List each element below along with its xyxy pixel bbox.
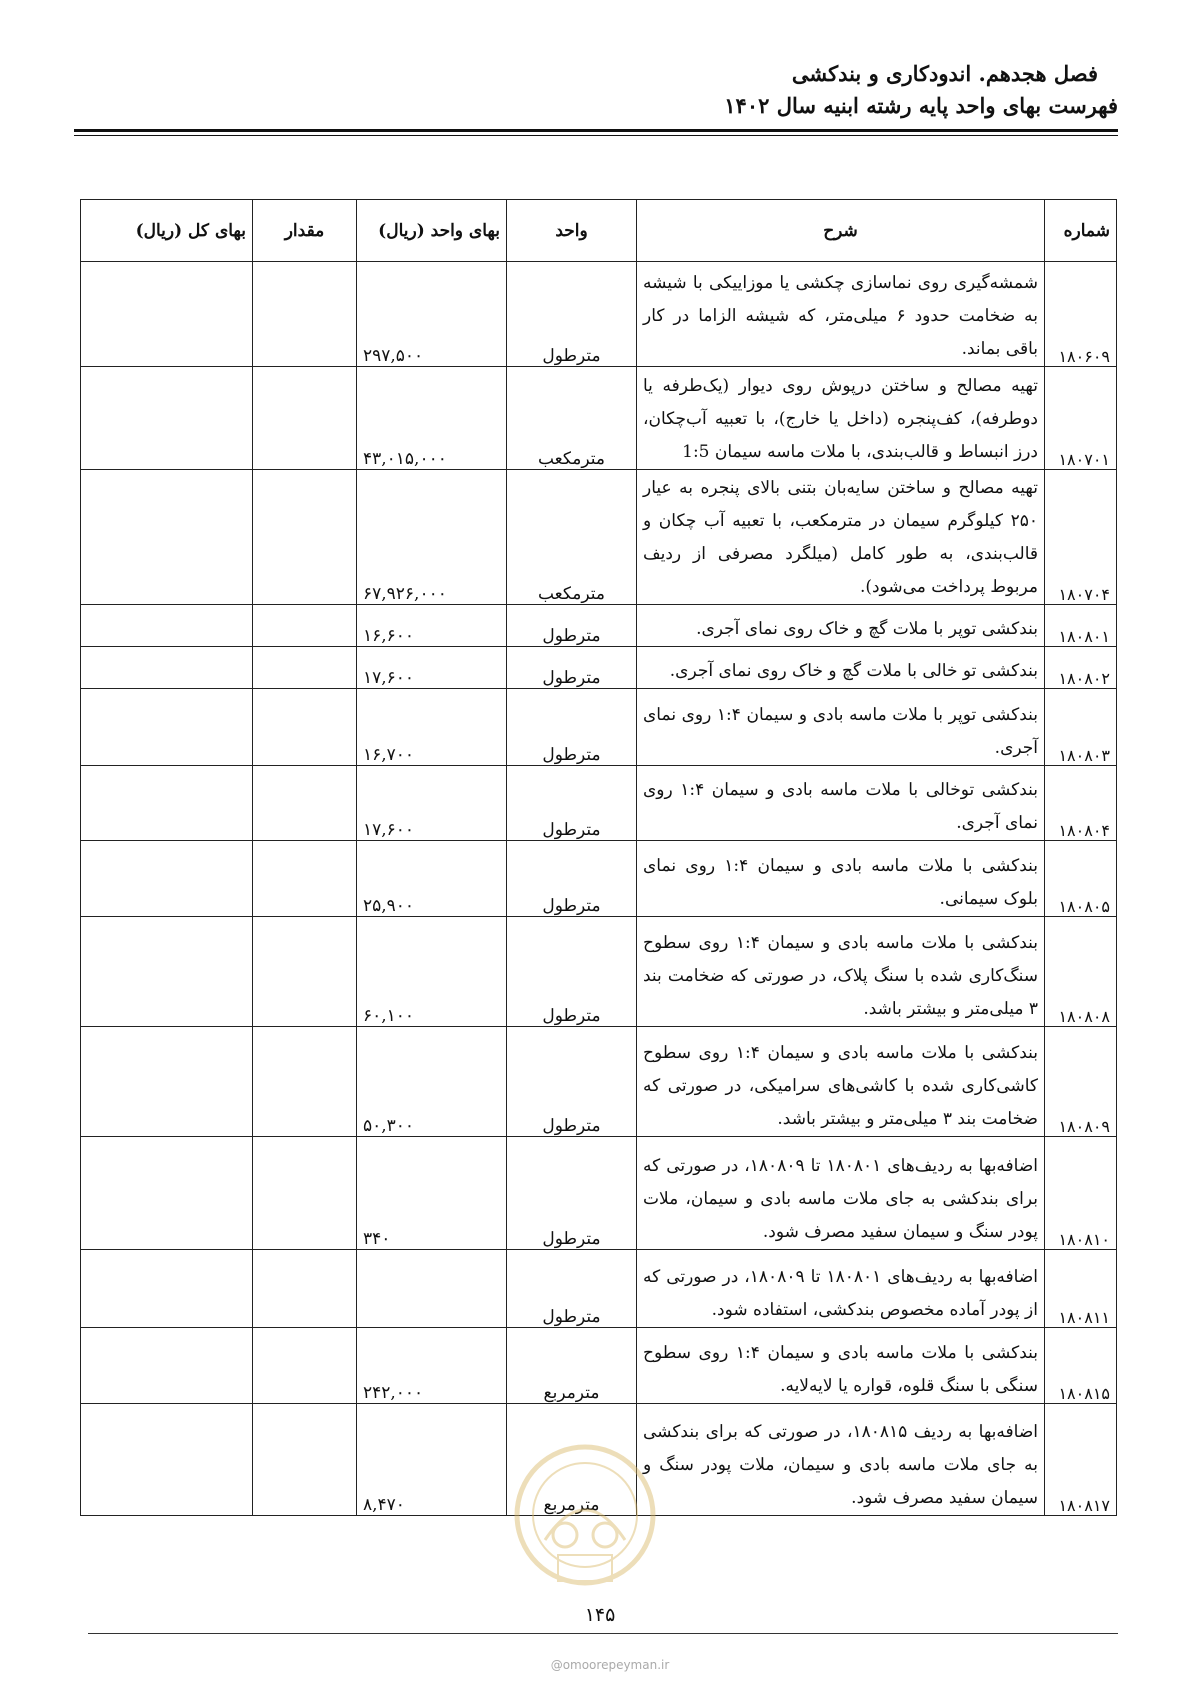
item-description: بندکشی توپر با ملات ماسه بادی و سیمان ۱:۴ روی نمای آجری.	[637, 689, 1045, 766]
item-code: ۱۸۰۸۰۴	[1045, 766, 1117, 841]
column-header-code: شماره	[1045, 200, 1117, 262]
watermark-logo	[510, 1420, 660, 1610]
table-row	[81, 689, 1117, 766]
item-quantity	[253, 367, 357, 470]
item-quantity	[253, 1250, 357, 1328]
item-unit-price: ۱۶,۷۰۰	[357, 689, 507, 766]
column-header-unit-price: بهای واحد (ریال)	[357, 200, 507, 262]
table-row	[81, 647, 1117, 689]
item-unit: مترطول	[507, 647, 637, 689]
item-total-price	[81, 1404, 253, 1516]
item-total-price	[81, 605, 253, 647]
item-total-price	[81, 470, 253, 605]
item-unit: مترطول	[507, 1027, 637, 1137]
column-header-unit: واحد	[507, 200, 637, 262]
column-header-quantity: مقدار	[253, 200, 357, 262]
item-unit-price: ۱۷,۶۰۰	[357, 647, 507, 689]
item-quantity	[253, 689, 357, 766]
item-unit: مترمکعب	[507, 367, 637, 470]
item-total-price	[81, 1027, 253, 1137]
table-row	[81, 917, 1117, 1027]
item-total-price	[81, 647, 253, 689]
item-unit-price: ۴۳,۰۱۵,۰۰۰	[357, 367, 507, 470]
item-description: بندکشی با ملات ماسه بادی و سیمان ۱:۴ روی سطوح سنگی با سنگ قلوه، قواره یا لایه‌لایه.	[637, 1328, 1045, 1404]
item-quantity	[253, 605, 357, 647]
item-unit: مترطول	[507, 841, 637, 917]
item-quantity	[253, 1137, 357, 1250]
item-unit-price	[357, 1250, 507, 1328]
table-row	[81, 1328, 1117, 1404]
site-credit: @omoorepeyman.ir	[550, 1658, 670, 1672]
table-header-row	[81, 200, 1117, 262]
item-description: شمشه‌گیری روی نماسازی چکشی یا موزاییکی با شیشه به ضخامت حدود ۶ میلی‌متر، که شیشه الزاما در کار باقی بماند.	[637, 262, 1045, 367]
item-description: بندکشی توخالی با ملات ماسه بادی و سیمان ۱:۴ روی نمای آجری.	[637, 766, 1045, 841]
item-total-price	[81, 1137, 253, 1250]
item-quantity	[253, 647, 357, 689]
table-row	[81, 262, 1117, 367]
item-unit-price: ۲۴۲,۰۰۰	[357, 1328, 507, 1404]
table-row	[81, 1137, 1117, 1250]
item-total-price	[81, 367, 253, 470]
item-description: بندکشی توپر با ملات گچ و خاک روی نمای آجری.	[637, 605, 1045, 647]
item-code: ۱۸۰۸۰۸	[1045, 917, 1117, 1027]
item-quantity	[253, 470, 357, 605]
item-quantity	[253, 1404, 357, 1516]
item-code: ۱۸۰۷۰۱	[1045, 367, 1117, 470]
item-total-price	[81, 262, 253, 367]
item-code: ۱۸۰۸۰۲	[1045, 647, 1117, 689]
item-unit: مترطول	[507, 262, 637, 367]
document-subtitle: فهرست بهای واحد پایه رشته ابنیه سال ۱۴۰۲	[724, 93, 1118, 118]
item-total-price	[81, 766, 253, 841]
item-quantity	[253, 1328, 357, 1404]
item-total-price	[81, 1328, 253, 1404]
item-unit: مترمربع	[507, 1328, 637, 1404]
item-unit: مترمکعب	[507, 470, 637, 605]
item-total-price	[81, 689, 253, 766]
price-table	[80, 199, 1117, 1516]
item-description: بندکشی با ملات ماسه بادی و سیمان ۱:۴ روی سطوح سنگ‌کاری شده با سنگ پلاک، در صورتی که ضخامت بند ۳ میلی‌متر و بیشتر باشد.	[637, 917, 1045, 1027]
item-description: بندکشی با ملات ماسه بادی و سیمان ۱:۴ روی سطوح کاشی‌کاری شده با کاشی‌های سرامیکی، در صورتی که ضخامت بند ۳ میلی‌متر و بیشتر باشد.	[637, 1027, 1045, 1137]
item-code: ۱۸۰۸۰۱	[1045, 605, 1117, 647]
item-unit: مترطول	[507, 917, 637, 1027]
table-row	[81, 1250, 1117, 1328]
table-row	[81, 766, 1117, 841]
item-description: اضافه‌بها به ردیف‌های ۱۸۰۸۰۱ تا ۱۸۰۸۰۹، در صورتی که برای بندکشی به جای ملات ماسه بادی و سیمان، ملات پودر سنگ و سیمان سفید مصرف شود.	[637, 1137, 1045, 1250]
item-description: تهیه مصالح و ساختن درپوش روی دیوار (یک‌طرفه یا دوطرفه)، کف‌پنجره (داخل یا خارج)، با تعبیه آب‌چکان، درز انبساط و قالب‌بندی، با ملات ماسه سیمان 1:5	[637, 367, 1045, 470]
item-code: ۱۸۰۸۰۳	[1045, 689, 1117, 766]
header-divider	[74, 129, 1118, 132]
item-total-price	[81, 1250, 253, 1328]
item-unit-price: ۶۷,۹۲۶,۰۰۰	[357, 470, 507, 605]
item-code: ۱۸۰۸۱۰	[1045, 1137, 1117, 1250]
page-number: ۱۴۵	[584, 1604, 616, 1626]
table-row	[81, 470, 1117, 605]
column-header-total-price: بهای کل (ریال)	[81, 200, 253, 262]
item-code: ۱۸۰۶۰۹	[1045, 262, 1117, 367]
item-code: ۱۸۰۸۱۱	[1045, 1250, 1117, 1328]
item-unit-price: ۸,۴۷۰	[357, 1404, 507, 1516]
item-code: ۱۸۰۷۰۴	[1045, 470, 1117, 605]
table-row	[81, 367, 1117, 470]
item-quantity	[253, 841, 357, 917]
header-divider-thin	[74, 135, 1118, 136]
item-unit: مترطول	[507, 1250, 637, 1328]
item-description: بندکشی تو خالی با ملات گچ و خاک روی نمای آجری.	[637, 647, 1045, 689]
item-unit: مترمربع	[507, 1404, 637, 1516]
item-code: ۱۸۰۸۰۹	[1045, 1027, 1117, 1137]
item-quantity	[253, 766, 357, 841]
item-unit-price: ۲۹۷,۵۰۰	[357, 262, 507, 367]
item-code: ۱۸۰۸۰۵	[1045, 841, 1117, 917]
chapter-title: فصل هجدهم. اندودکاری و بندکشی	[791, 61, 1098, 86]
item-code: ۱۸۰۸۱۷	[1045, 1404, 1117, 1516]
item-description: اضافه‌بها به ردیف‌های ۱۸۰۸۰۱ تا ۱۸۰۸۰۹، در صورتی که از پودر آماده مخصوص بندکشی، استفاده شود.	[637, 1250, 1045, 1328]
item-unit-price: ۵۰,۳۰۰	[357, 1027, 507, 1137]
item-quantity	[253, 917, 357, 1027]
item-unit: مترطول	[507, 689, 637, 766]
table-row	[81, 1027, 1117, 1137]
item-code: ۱۸۰۸۱۵	[1045, 1328, 1117, 1404]
item-description: بندکشی با ملات ماسه بادی و سیمان ۱:۴ روی نمای بلوک سیمانی.	[637, 841, 1045, 917]
item-description: اضافه‌بها به ردیف ۱۸۰۸۱۵، در صورتی که برای بندکشی به جای ملات ماسه بادی و سیمان، ملات پودر سنگ و سیمان سفید مصرف شود.	[637, 1404, 1045, 1516]
item-quantity	[253, 1027, 357, 1137]
item-unit-price: ۶۰,۱۰۰	[357, 917, 507, 1027]
table-row	[81, 841, 1117, 917]
item-unit-price: ۲۵,۹۰۰	[357, 841, 507, 917]
item-unit: مترطول	[507, 605, 637, 647]
item-description: تهیه مصالح و ساختن سایه‌بان بتنی بالای پنجره به عیار ۲۵۰ کیلوگرم سیمان در مترمکعب، با تعبیه آب چکان و قالب‌بندی، به طور کامل (میلگرد مصرفی از ردیف مربوط پرداخت می‌شود).	[637, 470, 1045, 605]
footer-divider	[88, 1633, 1118, 1634]
item-unit: مترطول	[507, 1137, 637, 1250]
item-total-price	[81, 841, 253, 917]
item-unit: مترطول	[507, 766, 637, 841]
item-total-price	[81, 917, 253, 1027]
table-row	[81, 605, 1117, 647]
column-header-description: شرح	[637, 200, 1045, 262]
page-header	[74, 58, 1118, 122]
item-quantity	[253, 262, 357, 367]
item-unit-price: ۱۷,۶۰۰	[357, 766, 507, 841]
item-unit-price: ۱۶,۶۰۰	[357, 605, 507, 647]
item-unit-price: ۳۴۰	[357, 1137, 507, 1250]
